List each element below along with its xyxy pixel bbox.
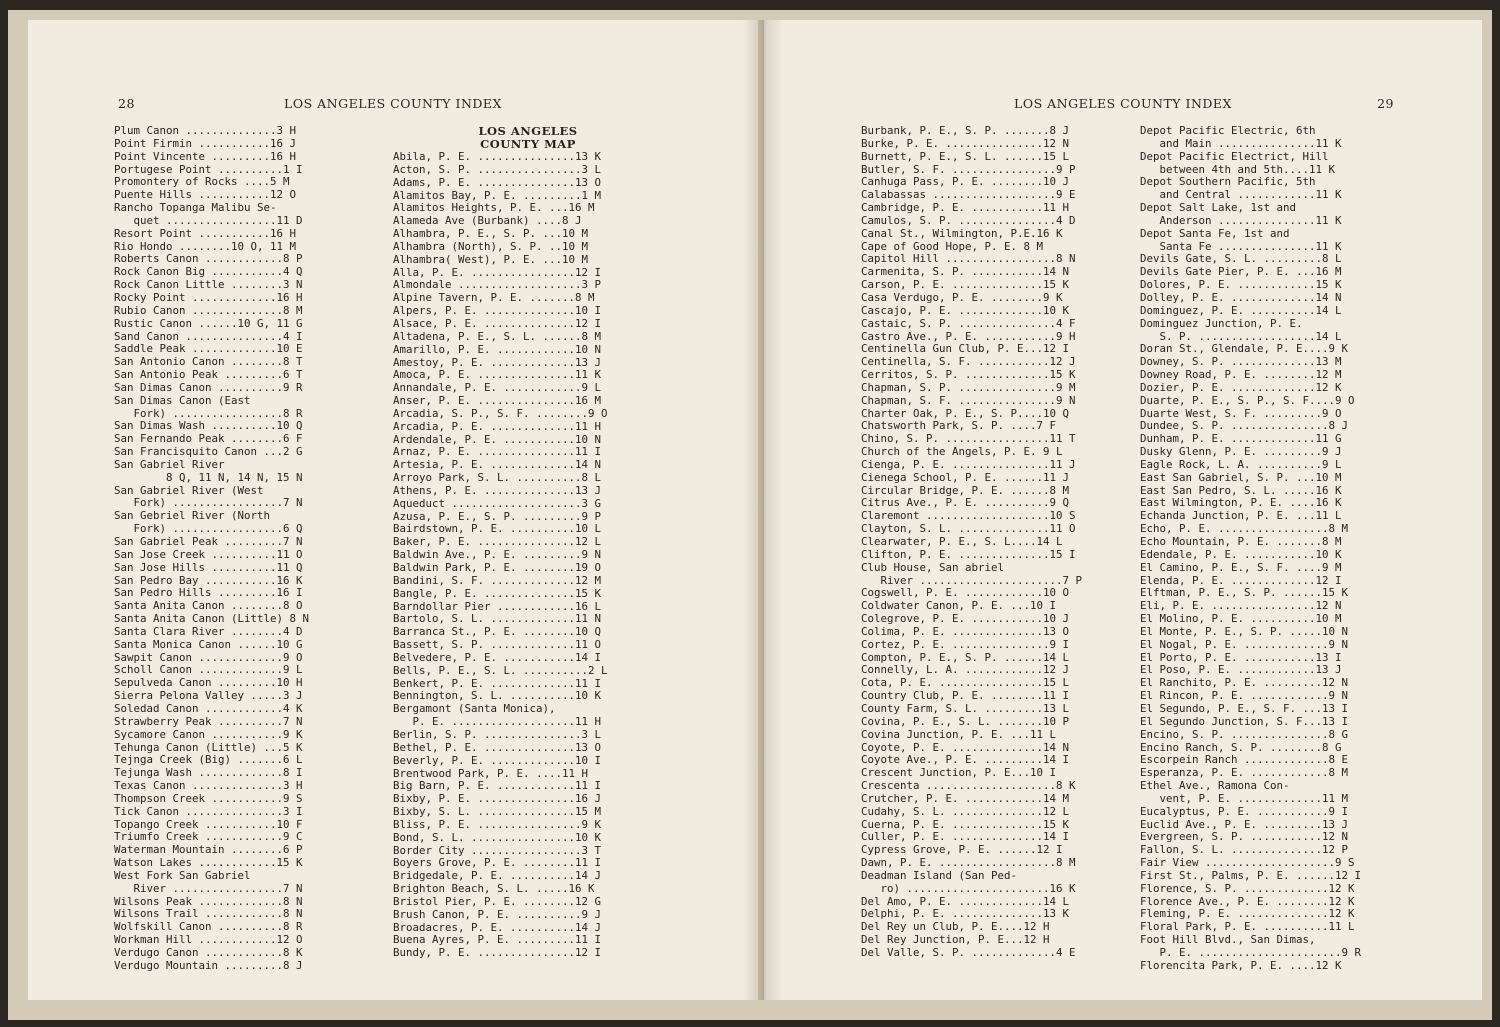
index-entry: Castaic, S. P. ...............4 F [861, 316, 1076, 330]
index-entry: Watson Lakes ............15 K [114, 856, 303, 870]
index-entry: Belvedere, P. E. ...........14 I [393, 650, 602, 664]
index-entry: Castro Ave., P. E. ...........9 H [861, 329, 1076, 343]
index-entry: Florence, S. P. .............12 K [1140, 881, 1355, 895]
index-entry: Bergamont (Santa Monica), [393, 702, 556, 716]
index-entry: Artesia, P. E. .............14 N [393, 458, 602, 472]
index-entry: Bartolo, S. L. .............11 N [393, 612, 602, 626]
index-entry: East San Pedro, S. L. .....16 K [1140, 483, 1342, 497]
index-entry: Acton, S. P. ................3 L [393, 162, 602, 176]
index-entry: Amestoy, P. E. .............13 J [393, 355, 602, 369]
index-entry: Cota, P. E. ................15 L [861, 676, 1070, 690]
index-entry: Dunham, P. E. .............11 G [1140, 432, 1342, 446]
index-entry: Sycamore Canon ...........9 K [114, 727, 303, 741]
index-entry: Alpers, P. E. ..............10 I [393, 304, 602, 318]
index-entry: Club House, San abriel [861, 560, 1005, 574]
index-entry: East San Gabriel, S. P. ...10 M [1140, 470, 1342, 484]
index-entry: Connelly, L. A. ............12 J [861, 663, 1070, 677]
index-entry: Dolley, P. E. .............14 N [1140, 290, 1342, 304]
index-entry: Depot Santa Fe, 1st and [1140, 226, 1290, 240]
index-entry: Elenda, P. E. .............12 I [1140, 573, 1342, 587]
index-entry: Sepulveda Canon .........10 H [114, 676, 303, 690]
index-entry: Roberts Canon ............8 P [114, 252, 303, 266]
index-entry: Sawpit Canon .............9 O [114, 650, 303, 664]
index-entry: Rubio Canon ..............8 M [114, 303, 303, 317]
index-entry: River ......................7 P [861, 573, 1083, 587]
index-entry: Deadman Island (San Ped- [861, 868, 1018, 882]
index-entry: Bridgedale, P. E. ..........14 J [393, 869, 602, 883]
index-entry: Tehunga Canon (Little) ...5 K [114, 740, 303, 754]
index-entry: Depot Pacific Electrict, Hill [1140, 149, 1329, 163]
index-entry: Bairdstown, P. E. ..........10 L [393, 522, 602, 536]
index-entry: Cienega School, P. E. ......11 J [861, 470, 1070, 484]
index-entry: Barranca St., P. E. ........10 Q [393, 625, 602, 639]
index-entry: Dundee, S. P. ...............8 J [1140, 419, 1349, 433]
index-entry: Tejnga Creek (Big) .......6 L [114, 753, 303, 767]
index-entry: El Rincon, P. E. ............9 N [1140, 689, 1349, 703]
index-entry: Ethel Ave., Ramona Con- [1140, 779, 1290, 793]
book-gutter [743, 20, 783, 1000]
index-entry: Benkert, P. E. .............11 I [393, 676, 602, 690]
index-entry: Verdugo Canon ............8 K [114, 946, 303, 959]
index-entry: and Central ............11 K [1140, 188, 1342, 202]
index-entry: Dominguez, P. E. ..........14 L [1140, 303, 1342, 317]
index-entry: Arroyo Park, S. L. ..........8 L [393, 471, 602, 485]
index-entry: Adams, P. E. ...............13 O [393, 175, 602, 189]
index-entry: San Dimas Wash ..........10 Q [114, 419, 303, 433]
index-entry: Plum Canon ..............3 H [114, 124, 297, 137]
index-entry: Capitol Hill .................8 N [861, 252, 1076, 266]
index-entry: Culler, P. E. ..............14 I [861, 830, 1070, 844]
index-entry: Covina Junction, P. E. ...11 L [861, 727, 1057, 741]
index-entry: Ardendale, P. E. ...........10 N [393, 432, 602, 446]
index-entry: Del Rey Junction, P. E...12 H [861, 933, 1050, 947]
index-entry: Bassett, S. P. .............11 O [393, 638, 602, 652]
index-entry: Echo, P. E. .................8 M [1140, 522, 1349, 536]
index-entry: Thompson Creek ...........9 S [114, 791, 303, 805]
index-entry: Big Barn, P. E. ............11 I [393, 779, 602, 793]
index-entry: and Main ...............11 K [1140, 136, 1342, 150]
index-entry: Escorpein Ranch .............8 E [1140, 753, 1349, 767]
index-entry: Alpine Tavern, P. E. .......8 M [393, 291, 595, 305]
index-entry: Bandini, S. F. .............12 M [393, 573, 602, 587]
index-entry: Church of the Angels, P. E. 9 L [861, 445, 1063, 459]
index-entry: Waterman Mountain ........6 P [114, 843, 303, 857]
index-entry: Rancho Topanga Malibu Se- [114, 201, 277, 215]
index-entry: Rocky Point .............16 H [114, 290, 303, 304]
index-entry: Cogswell, P. E. ............10 O [861, 586, 1070, 600]
index-entry: Canal St., Wilmington, P.E.16 K [861, 226, 1063, 240]
index-entry: Del Rey un Club, P. E....12 H [861, 920, 1050, 934]
index-entry: Point Firmin ...........16 J [114, 136, 297, 150]
index-entry: Sand Canon ...............4 I [114, 329, 303, 343]
index-entry: Devils Gate Pier, P. E. ...16 M [1140, 265, 1342, 279]
index-entry: 8 Q, 11 N, 14 N, 15 N [114, 470, 303, 484]
index-entry: Saddle Peak .............10 E [114, 342, 303, 356]
index-entry: Annandale, P. E. ............9 L [393, 381, 602, 395]
index-entry: Bundy, P. E. ...............12 I [393, 946, 602, 960]
index-entry: Santa Clara River ........4 D [114, 624, 303, 638]
index-entry: San Jose Creek ..........11 O [114, 547, 303, 561]
index-entry: Promontery of Rocks ....5 M [114, 175, 290, 189]
index-entry: Bixby, P. E. ...............16 J [393, 792, 602, 806]
index-entry: Broadacres, P. E. ..........14 J [393, 920, 602, 934]
index-entry: Foot Hill Blvd., San Dimas, [1140, 933, 1316, 947]
index-entry: Dawn, P. E. ..................8 M [861, 856, 1076, 870]
index-entry: Strawberry Peak ..........7 N [114, 714, 303, 728]
index-entry: Centinella Gun Club, P. E...12 I [861, 342, 1070, 356]
index-entry: Bells, P. E., S. L. ..........2 L [393, 663, 608, 677]
left-column-2 [393, 125, 663, 960]
index-entry: Anser, P. E. ...............16 M [393, 394, 602, 408]
index-entry: Athens, P. E. ..............13 J [393, 483, 602, 497]
index-entry: Texas Canon ..............3 H [114, 779, 303, 793]
index-entry: Santa Anita Canon ........8 O [114, 599, 303, 613]
index-entry: San Gabriel River [114, 457, 225, 471]
right-page [764, 20, 1482, 1000]
index-entry: Portugese Point ..........1 I [114, 162, 303, 176]
index-entry: quet .................11 D [114, 213, 303, 227]
index-entry: P. E. ......................9 R [1140, 946, 1362, 959]
index-entry: Crutcher, P. E. ............14 M [861, 791, 1070, 805]
index-entry: Anderson ...............11 K [1140, 213, 1342, 227]
index-entry: First St., Palms, P. E. ......12 I [1140, 868, 1362, 882]
index-entry: Devils Gate, S. L. .........8 L [1140, 252, 1342, 266]
index-entry: Tejunga Wash .............8 I [114, 766, 303, 780]
index-entry: Bixby, S. L. ...............15 M [393, 805, 602, 819]
index-entry: Encino Ranch, S. P. ........8 G [1140, 740, 1342, 754]
index-entry: Alla, P. E. ................12 I [393, 265, 602, 279]
left-page-header [28, 96, 758, 116]
index-entry: Depot Salt Lake, 1st and [1140, 201, 1297, 215]
page-number-left: 28 [118, 96, 135, 111]
index-entry: San Pedro Bay ...........16 K [114, 573, 303, 587]
index-entry: S. P. ..................14 L [1140, 329, 1342, 343]
index-entry: El Molino, P. E. ..........10 M [1140, 612, 1342, 626]
index-entry: Alhambra, P. E., S. P. ...10 M [393, 227, 589, 241]
index-entry: Depot Pacific Electric, 6th [1140, 124, 1316, 137]
index-entry: Floral Park, P. E. ..........11 L [1140, 920, 1355, 934]
index-entry: vent, P. E. .............11 M [1140, 791, 1349, 805]
index-entry: Eucalyptus, P. E. ...........9 I [1140, 804, 1349, 818]
page-number-right: 29 [1377, 96, 1394, 111]
index-entry: County Farm, S. L. .........13 L [861, 701, 1070, 715]
index-entry: Abila, P. E. ...............13 K [393, 150, 602, 163]
index-entry: Coyote, P. E. ..............14 N [861, 740, 1070, 754]
index-entry: Chino, S. P. ................11 T [861, 432, 1076, 446]
index-entry: Arcadia, S. P., S. F. ........9 O [393, 406, 608, 420]
index-entry: Camulos, S. P. ...............4 D [861, 213, 1076, 227]
index-entry: Amoca, P. E. ...............11 K [393, 368, 602, 382]
index-entry: Triumfo Creek ............9 C [114, 830, 303, 844]
index-entry: Cerritos, S. P. .............15 K [861, 368, 1076, 382]
index-entry: Fallon, S. L. ..............12 P [1140, 843, 1349, 857]
index-entry: Compton, P. E., S. P. ......14 L [861, 650, 1070, 664]
index-entry: Berlin, S. P. ...............3 L [393, 727, 602, 741]
index-entry: El Camino, P. E., S. F. ....9 M [1140, 560, 1342, 574]
index-entry: Circular Bridge, P. E. ......8 M [861, 483, 1070, 497]
index-entry: Altadena, P. E., S. L. ......8 M [393, 329, 602, 343]
index-entry: Bristol Pier, P. E. ........12 G [393, 894, 602, 908]
index-entry: Workman Hill ............12 O [114, 933, 303, 947]
section-title-line1: LOS ANGELES [478, 124, 578, 138]
index-entry: Duarte, P. E., S. P., S. F....9 O [1140, 393, 1355, 407]
index-entry: Rustic Canon ......10 G, 11 G [114, 316, 303, 330]
index-entry: Clifton, P. E. ..............15 I [861, 547, 1076, 561]
index-entry: Santa Monica Canon ......10 G [114, 637, 303, 651]
index-entry: Clayton, S. L. ..............11 O [861, 522, 1076, 536]
index-entry: Azusa, P. E., S. P. .........9 P [393, 509, 602, 523]
index-entry: San Gebriel River (North [114, 509, 271, 523]
index-entry: Del Valle, S. P. .............4 E [861, 946, 1076, 959]
index-entry: Brighton Beach, S. L. .....16 K [393, 882, 595, 896]
index-entry: Beverly, P. E. .............10 I [393, 753, 602, 767]
index-entry: Delphi, P. E. ..............13 K [861, 907, 1070, 921]
left-page [28, 20, 758, 1000]
index-entry: Sierra Pelona Valley .....3 J [114, 689, 303, 703]
index-entry: Verdugo Mountain .........8 J [114, 958, 303, 972]
index-entry: Alhambra( West), P. E. ...10 M [393, 252, 589, 266]
index-entry: Dusky Glenn, P. E. .........9 J [1140, 445, 1342, 459]
index-entry: Eagle Rock, L. A. ..........9 L [1140, 457, 1342, 471]
index-entry: Echanda Junction, P. E. ...11 L [1140, 509, 1342, 523]
running-title-right: LOS ANGELES COUNTY INDEX [1014, 96, 1232, 111]
index-entry: Alamitos Heights, P. E. ...16 M [393, 201, 595, 215]
index-entry: El Ranchito, P. E. .........12 N [1140, 676, 1349, 690]
index-entry: Clearwater, P. E., S. L....14 L [861, 535, 1063, 548]
index-entry: Florencita Park, P. E. ....12 K [1140, 958, 1342, 972]
index-entry: Florence Ave., P. E. ........12 K [1140, 894, 1355, 908]
index-entry: Echo Mountain, P. E. .......8 M [1140, 535, 1342, 548]
index-entry: Charter Oak, P. E., S. P....10 Q [861, 406, 1070, 420]
index-entry: Burnett, P. E., S. L. ......15 L [861, 149, 1070, 163]
index-entry: Brush Canon, P. E. ..........9 J [393, 907, 602, 921]
index-entry: Downey, S. P. .............13 M [1140, 355, 1342, 369]
index-entry: Puente Hills ...........12 O [114, 188, 297, 202]
index-entry: Rio Hondo ........10 O, 11 M [114, 239, 297, 253]
index-entry: Duarte West, S. F. .........9 O [1140, 406, 1342, 420]
index-entry: San Antonio Peak .........6 T [114, 368, 303, 382]
index-entry: Carson, P. E. ..............15 K [861, 278, 1070, 292]
index-entry: Santa Fe ...............11 K [1140, 239, 1342, 253]
index-entry: Fair View ....................9 S [1140, 856, 1355, 870]
index-entry: Cudahy, S. L. ..............12 L [861, 804, 1070, 818]
index-entry: Almondale ...................3 P [393, 278, 602, 292]
index-entry: Tick Canon ...............3 I [114, 804, 303, 818]
index-entry: Downey Road, P. E. ........12 M [1140, 368, 1342, 382]
index-entry: Colegrove, P. E. ...........10 J [861, 612, 1070, 626]
index-entry: Rock Canon Big ...........4 Q [114, 265, 303, 279]
index-entry: Fork) .................6 Q [114, 522, 303, 536]
index-entry: El Poso, P. E. ............13 J [1140, 663, 1342, 677]
index-entry: Bliss, P. E. ................9 K [393, 817, 602, 831]
left-column-1 [114, 125, 374, 973]
index-entry: East Wilmington, P. E. ....16 K [1140, 496, 1342, 510]
index-entry: Cienga, P. E. ...............11 J [861, 457, 1076, 471]
index-entry: San Francisquito Canon ...2 G [114, 445, 303, 459]
index-entry: Depot Southern Pacific, 5th [1140, 175, 1316, 189]
index-entry: Baker, P. E. ...............12 L [393, 535, 602, 549]
index-entry: Bangle, P. E. ..............15 K [393, 586, 602, 600]
index-entry: Covina, P. E., S. L. .......10 P [861, 714, 1070, 728]
index-entry: El Nogal, P. E. .............9 N [1140, 637, 1349, 651]
index-entry: ro) ......................16 K [861, 881, 1076, 895]
index-entry: Canhuga Pass, P. E. ........10 J [861, 175, 1070, 189]
index-entry: San Gabriel Peak .........7 N [114, 535, 303, 548]
index-entry: San Dimas Canon (East [114, 393, 251, 407]
index-entry: Bethel, P. E. ..............13 O [393, 740, 602, 754]
index-entry: Baldwin Ave., P. E. .........9 N [393, 548, 602, 562]
index-entry: Wilsons Peak .............8 N [114, 894, 303, 908]
index-entry: San Antonio Canon ........8 T [114, 355, 303, 369]
index-entry: El Monte, P. E., S. P. .....10 N [1140, 624, 1349, 638]
index-entry: Buena Ayres, P. E. .........11 I [393, 933, 602, 947]
index-entry: Del Amo, P. E. .............14 L [861, 894, 1070, 908]
index-entry: Alhambra (North), S. P. ..10 M [393, 239, 589, 253]
index-entry: Chapman, S. P. ...............9 M [861, 380, 1076, 394]
right-column-2 [1140, 125, 1410, 973]
right-page-header [764, 96, 1482, 116]
index-entry: Baldwin Park, P. E. ........19 O [393, 561, 602, 574]
index-entry: Bond, S. L. ................10 K [393, 830, 602, 844]
index-entry: West Fork San Gabriel [114, 868, 251, 882]
index-entry: Casa Verdugo, P. E. ........9 K [861, 290, 1063, 304]
index-entry: Wilsons Trail ............8 N [114, 907, 303, 921]
book-spread [8, 10, 1492, 1020]
index-entry: Burke, P. E. ...............12 N [861, 136, 1070, 150]
index-entry: Euclid Ave., P. E. .........13 J [1140, 817, 1349, 831]
index-entry: Crescent Junction, P. E...10 I [861, 766, 1057, 780]
index-entry: Point Vincente .........16 H [114, 149, 297, 163]
index-entry: Cypress Grove, P. E. ......12 I [861, 843, 1063, 857]
index-entry: Eli, P. E. ................12 N [1140, 599, 1342, 613]
index-entry: Burbank, P. E., S. P. .......8 J [861, 124, 1070, 137]
index-entry: Citrus Ave., P. E. ..........9 Q [861, 496, 1070, 510]
index-entry: Claremont ...................10 S [861, 509, 1076, 523]
index-entry: Calabassas ...................9 E [861, 188, 1076, 202]
index-entry: River .................7 N [114, 881, 303, 895]
index-entry: Encino, S. P. ...............8 G [1140, 727, 1349, 741]
index-entry: Cuerna, P. E. ..............15 K [861, 817, 1070, 831]
index-entry: Country Club, P. E. ........11 I [861, 689, 1070, 703]
index-entry: Santa Anita Canon (Little) 8 N [114, 612, 310, 626]
index-entry: El Segundo, P. E., S. F. ...13 I [1140, 701, 1349, 715]
index-entry: Evergreen, S. P. ...........12 N [1140, 830, 1349, 844]
index-entry: Resort Point ...........16 H [114, 226, 297, 240]
index-entry: Fork) .................7 N [114, 496, 303, 510]
index-entry: Dolores, P. E. ............15 K [1140, 278, 1342, 292]
index-entry: Dominguez Junction, P. E. [1140, 316, 1303, 330]
index-entry: Wolfskill Canon ..........8 R [114, 920, 303, 934]
index-entry: El Porto, P. E. ...........13 I [1140, 650, 1342, 664]
index-entry: Elftman, P. E., S. P. ......15 K [1140, 586, 1349, 600]
index-entry: San Gabriel River (West [114, 483, 264, 497]
index-entry: Amarillo, P. E. ............10 N [393, 342, 602, 356]
index-entry: San Fernando Peak ........6 F [114, 432, 303, 446]
index-entry: Coldwater Canon, P. E. ...10 I [861, 599, 1057, 613]
index-entry: Carmenita, S. P. ...........14 N [861, 265, 1070, 279]
index-entry: San Dimas Canon ..........9 R [114, 380, 303, 394]
running-title-left: LOS ANGELES COUNTY INDEX [284, 96, 502, 111]
index-entry: Alamitos Bay, P. E. .........1 M [393, 188, 602, 202]
index-entry: Esperanza, P. E. ............8 M [1140, 766, 1349, 780]
index-entry: Topango Creek ...........10 F [114, 817, 303, 831]
index-entry: Brentwood Park, P. E. ....11 H [393, 766, 589, 780]
index-entry: Dozier, P. E. .............12 K [1140, 380, 1342, 394]
index-entry: Scholl Canon .............9 L [114, 663, 303, 677]
index-entry: Fleming, P. E. ..............12 K [1140, 907, 1355, 921]
index-entry: Cascajo, P. E. .............10 K [861, 303, 1070, 317]
index-entry: Rock Canon Little ........3 N [114, 278, 303, 292]
index-entry: Barndollar Pier ............16 L [393, 599, 602, 613]
index-entry: Bennington, S. L. ..........10 K [393, 689, 602, 703]
index-entry: Centinella, S. F. ...........12 J [861, 355, 1076, 369]
index-entry: San Jose Hills ..........11 Q [114, 560, 303, 574]
index-entry: Colima, P. E. ..............13 O [861, 624, 1070, 638]
index-entry: Border City .................3 T [393, 843, 602, 857]
index-entry: El Segundo Junction, S. F...13 I [1140, 714, 1349, 728]
index-entry: Doran St., Glendale, P. E....9 K [1140, 342, 1349, 356]
index-entry: Butler, S. F. ................9 P [861, 162, 1076, 176]
index-entry: Fork) .................8 R [114, 406, 303, 420]
index-entry: Crescenta ....................8 K [861, 779, 1076, 793]
right-column-1 [861, 125, 1131, 960]
index-entry: Arcadia, P. E. .............11 H [393, 419, 602, 433]
index-entry: between 4th and 5th....11 K [1140, 162, 1336, 176]
index-entry: Cambridge, P. E. ...........11 H [861, 201, 1070, 215]
index-entry: Coyote Ave., P. E. .........14 I [861, 753, 1070, 767]
index-entry: Aqueduct ....................3 G [393, 496, 602, 510]
index-entry: Chapman, S. F. ...............9 N [861, 393, 1076, 407]
index-entry: Arnaz, P. E. ...............11 I [393, 445, 602, 459]
index-entry: Alameda Ave (Burbank) ....8 J [393, 214, 582, 228]
index-entry: Cortez, P. E. ...............9 I [861, 637, 1070, 651]
index-entry: San Pedro Hills .........16 I [114, 586, 303, 600]
index-entry: Soledad Canon ............4 K [114, 701, 303, 715]
index-entry: P. E. ...................11 H [393, 715, 602, 729]
index-entry: Alsace, P. E. ..............12 I [393, 316, 602, 330]
index-entry: Boyers Grove, P. E. ........11 I [393, 856, 602, 870]
index-entry: Cape of Good Hope, P. E. 8 M [861, 239, 1044, 253]
index-entry: Chatsworth Park, S. P. ....7 F [861, 419, 1057, 433]
index-entry: Edendale, P. E. ...........10 K [1140, 547, 1342, 561]
section-title-line2: COUNTY MAP [480, 137, 576, 151]
